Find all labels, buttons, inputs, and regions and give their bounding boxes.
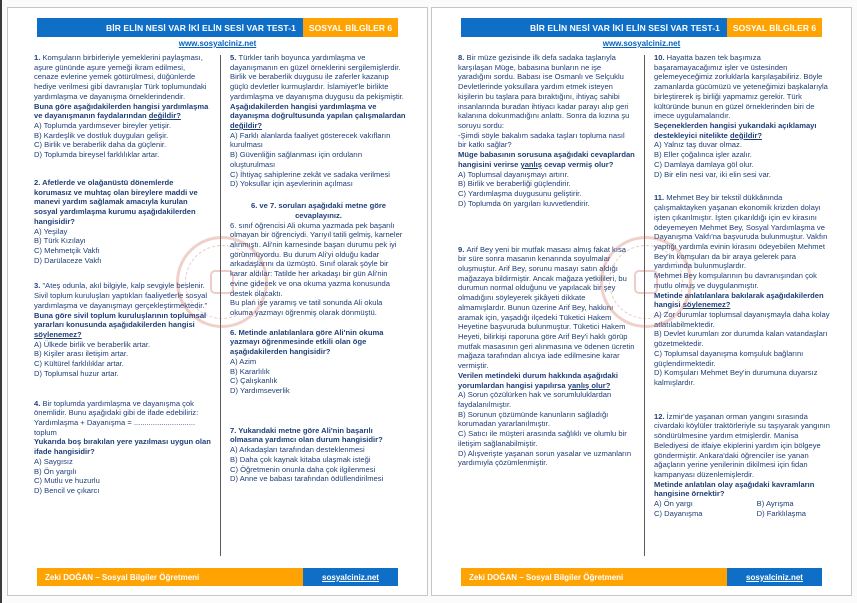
answer-option: D) Toplumsal huzur artar. [34,368,119,378]
footer-website-link[interactable]: sosyalciniz.net [303,568,398,586]
paragraph: 6. sınıf öğrencisi Ali okuma yazmada pek başarılı olmayan bir öğrenciydi. Yarıyıl tatili gelmiş, karneler alınmıştı. Ali'nin karnesinde başarı durumu pek iyi görünmüyordu. Bu durum Ali'yi olduğu kadar arkadaşlarını da üzmüştü. Sınıf olarak şöyle bir karar aldılar: Tatilde her arkadaşı bir gün Ali'nin evine gidecek ve ona okuma yazma konusunda destek olacaktı. [230,220,403,298]
question-8 [458,53,635,209]
test-title: BİR ELİN NESİ VAR İKİ ELİN SESİ VAR TEST-1 [461,18,727,37]
answer-option: B) Sorunun çözümünde kanunların sağladığı korumadan yararlanılmıştır. [458,409,609,429]
answer-option: C) İhtiyaç sahiplerine zekât ve sadaka verilmesi [230,169,390,179]
page-body [8,48,427,568]
paragraph: -Şimdi söyle bakalım sadaka taşları topluma nasıl bir katkı sağlar? [458,130,625,150]
author-label: Zeki DOĞAN – Sosyal Bilgiler Öğretmeni [37,568,303,586]
options-list [654,310,831,388]
question-5 [230,53,407,189]
answer-option: D) Farklılaşma [756,508,807,518]
answer-option: A) Azim [230,356,257,366]
course-badge: SOSYAL BİLGİLER 6 [303,18,398,37]
paragraph: toplum [34,427,57,437]
answer-option: D) Toplumda bireysel farklılıklar artar. [34,150,160,160]
answer-option: A) Zor durumlar toplumsal dayanışmayla daha kolay atlatılabilmektedir. [654,309,830,329]
column-right [230,53,407,564]
page-header [37,18,398,37]
options-list [230,131,407,189]
column-left [458,53,635,564]
paragraph: 7. Yukarıdaki metne göre Ali'nin başarılı olmasına yardımcı olan durum hangisidir? [230,425,383,445]
paragraph: Yukarıda boş bırakılan yere yazılması uygun olan ifade hangisidir? [34,437,211,457]
paragraph: 11. Mehmet Bey bir tekstil dükkânında çalışmaktayken yaşanan ekonomik krizden dolayı işten çıkarılmıştır. İşten çıkarıldığı için ev kirasını ödeyemeyen Mehmet Bey, Sosyal Yardımlaşma ve Dayanışma Vakfı'na başvuruda bulunmuştur. Vakfın yaptığı yardımla evinin kirasını ödeyebilen Mehmet Bey'in komşuları da bir araya gelerek para yardımında bulunmuşlardır. [654,193,828,271]
paragraph: Mehmet Bey komşularının bu davranışından çok mutlu olmuş ve duygulanmıştır. [654,271,817,290]
answer-option: B) Kararlılık [230,366,270,376]
paragraph: Buna göre aşağıdakilerden hangisi yardımlaşma ve dayanışmanın faydalarından değildir? [34,101,209,121]
page-footer [37,568,398,586]
answer-option: B) Güvenliğin sağlanması için orduların oluşturulması [230,150,363,169]
column-divider [644,55,645,556]
answer-option: B) Eller çoğalınca işler azalır. [654,150,752,160]
passage-6-7 [230,201,407,318]
answer-option: A) Sorun çözülürken hak ve sorumluluklardan faydalanılmıştır. [458,390,612,409]
question-7 [230,426,407,484]
answer-option: B) Kardeşlik ve dostluk duyguları gelişir. [34,130,169,140]
paragraph: 9. Arif Bey yeni bir mutfak masası almış fakat kısa bir süre sonra masanın kenarında soyulmalar oluşmuştur. Arif Bey, sorunu masayı satın aldığı mağazaya bildirmiştir. Ancak mağaza yetkilileri, bu durumun normal olduğunu ve yapılacak bir şey olmadığını söyleyerek şikâyeti dikkate almamışlardır. Bunun üzerine Arif Bey, hakkını aramak için, yaşadığı ilçedeki Tüketici Hakem Heyetine başvuruda bulunmuştur. Tüketici Hakem Heyeti, bilirkişi raporuna göre Arif Bey'i haklı görüp mutfak masasının geri alınmasına ve ödenen ücretin mağaza tarafından alıcıya iade edilmesine karar vermiştir. [458,244,635,371]
website-link[interactable]: www.sosyalciniz.net [178,39,257,48]
answer-option: C) Mehmetçik Vakfı [34,245,100,255]
answer-option: C) Yardımlaşma duygusunu geliştirir. [458,189,582,199]
paragraph: Bu plan işe yaramış ve tatil sonunda Ali okula okuma yazmayı öğrenmiş olarak dönmüştü. [230,298,383,317]
website-link[interactable]: www.sosyalciniz.net [602,39,681,48]
author-label: Zeki DOĞAN – Sosyal Bilgiler Öğretmeni [461,568,727,586]
paragraph: Seçeneklerden hangisi yukarıdaki açıklamayı destekleyici nitelikte değildir? [654,121,817,140]
question-10 [654,53,831,179]
answer-option: A) Arkadaşları tarafından desteklenmesi [230,445,365,455]
options-list [34,227,211,266]
answer-option: B) Devlet kurumları zor durumda kalan vatandaşları gözetmektedir. [654,329,828,349]
footer-website-link[interactable]: sosyalciniz.net [727,568,822,586]
answer-option: D) Yoksullar için aşevlerinin açılması [230,179,353,189]
column-divider [220,55,221,556]
answer-option: A) Saygısız [34,456,73,466]
answer-option: A) Toplumsal dayanışmayı artırır. [458,169,569,179]
question-3 [34,281,211,378]
answer-option: D) Darülaceze Vakfı [34,255,102,265]
paragraph: 5. Türkler tarih boyunca yardımlaşma ve dayanışmanın en güzel örneklerini sergilemişlerdir. Birlik ve beraberlik duygusu ile zaferler kazanıp güçlü devletler kurmuşlardır. İslamiyet'le birlikte yardımlaşma ve dayanışma duygusu da pekişmiştir. [230,53,404,101]
answer-option: C) Çalışkanlık [230,376,278,386]
question-12 [654,412,831,519]
paragraph: Metinde anlatılanlara bakılarak aşağıdakilerden hangisi söylenemez? [654,290,824,310]
answer-option: B) Ayrışma [756,499,794,509]
answer-option: D) Yardımseverlik [230,386,290,395]
answer-option: C) Toplumsal dayanışma komşuluk bağlarını güçlendirmektedir. [654,348,804,368]
answer-option: D) Anne ve babası tarafından ödüllendirilmesi [230,474,384,484]
options-list [34,457,211,496]
answer-option: A) Yalnız taş duvar olmaz. [654,140,742,150]
answer-option: C) Birlik ve beraberlik daha da güçlenir. [34,140,167,150]
page-2 [431,7,852,596]
question-4 [34,399,211,496]
page-header [461,18,822,37]
paragraph: Buna göre sivil toplum kuruluşlarının toplumsal yararları konusunda aşağıdakilerden hangisi söylenemez? [34,310,207,339]
answer-option: C) Satıcı ile müşteri arasında sağlıklı ve olumlu bir iletişim sağlanabilmiştir. [458,429,627,448]
paragraph: 6. ve 7. soruları aşağıdaki metne göre cevaplayınız. [250,201,387,220]
answer-option: B) Daha çok kaynak kitaba ulaşmak isteği [230,454,371,464]
question-2 [34,178,211,265]
answer-option: A) Toplumda yardımsever bireyler yetişir. [34,121,172,131]
question-6 [230,328,407,396]
page-footer [461,568,822,586]
answer-option: D) Alışverişte yaşanan sorun yasalar ve uzmanların yardımıyla çözümlenmiştir. [458,448,632,468]
options-list [654,140,831,179]
options-list [458,170,635,209]
paragraph: 6. Metinde anlatılanlara göre Ali'nin okuma yazmayı öğrenmesinde etkili olan öge aşağıdakilerden hangisidir? [230,327,384,357]
answer-option: B) Ön yargılı [34,466,77,476]
paragraph: Yardımlaşma + Dayanışma = ............................. [34,418,196,427]
column-right [654,53,831,564]
options-list [34,340,211,379]
question-11 [654,193,831,387]
column-left [34,53,211,564]
answer-option: B) Kişiler arası iletişim artar. [34,349,129,359]
paragraph: 2. Afetlerde ve olağanüstü dönemlerde korumasız ve muhtaç olan bireylere maddi ve manevi yardım sağlamak amacıyla kurulan sosyal yardımlaşma kurumu aşağıdakilerden hangisidir? [34,177,198,226]
answer-option: A) Yeşilay [34,226,68,236]
answer-option: C) Kültürel farklılıklar artar. [34,359,124,369]
options-list [230,357,407,396]
options-list [458,390,635,468]
answer-option: C) Damlaya damlaya göl olur. [654,159,754,169]
paragraph: 10. Hayatta bazen tek başımıza başaramayacağımız işler ve üstesinden gelemeyeceğimiz zorluklarla karşılaşabiliriz. Böyle zamanlarda gücümüzü ve yeteneğimizi başkalarıyla birleştirerek iş birliği yapmamız gerekir. Türk kültüründe bunun en güzel örneklerinden biri de imece uygulamalarıdır. [654,53,828,121]
answer-option: D) Bir elin nesi var, iki elin sesi var. [654,169,771,179]
answer-option: C) Dayanışma [654,508,703,518]
answer-option: A) Ön yargı [654,499,693,509]
course-badge: SOSYAL BİLGİLER 6 [727,18,822,37]
answer-option: A) Ülkede birlik ve beraberlik artar. [34,339,151,349]
paragraph: 4. Bir toplumda yardımlaşma ve dayanışma çok önemlidir. Bunu aşağıdaki gibi de ifade edebiliriz: [34,398,199,418]
paragraph: 12. İzmir'de yaşanan orman yangını sırasında civardaki köylüler traktörleriyle su taşıyarak yangının söndürülmesine yardım etmişlerdir. Manisa Belediyesi de itfaiye ekiplerini yardım için bölgeye göndermiştir. Ankara'daki öğrenciler ise yanan ağaçların yerine yenilerinin dikilmesi için fidan kampanyası düzenlemişlerdir. [654,411,830,480]
page-1 [7,7,428,596]
answer-option: D) Toplumda ön yargıları kuvvetlendirir. [458,198,590,208]
options-list [654,499,831,518]
question-1 [34,53,211,160]
question-9 [458,245,635,469]
options-list [230,445,407,484]
page-body [432,48,851,568]
paragraph: Metinde anlatılan olay aşağıdaki kavramların hangisine örnektir? [654,479,815,499]
options-list [34,121,211,160]
answer-option: C) Öğretmenin onunla daha çok ilgilenmesi [230,464,376,474]
paragraph: 8. Bir müze gezisinde ilk defa sadaka taşlarıyla karşılaşan Müge, babasına bunların ne işe yaradığını sordu. Babası ise Osmanlı ve Selçuklu Devletlerinde yoksullara yardım etmek isteyen kişilerin bu taşlara para bıraktığını, ihtiyaç sahibi insanlarında buradan ihtiyacı kadar parayı alıp geri kalanına dokunmadığını anlattı. Sonra da kızına şu soruyu sordu: [458,53,630,131]
paragraph: 3. "Ateş odunla, akıl bilgiyle, kalp sevgiyle beslenir. Sivil toplum kuruluşları yaptıkları faaliyetlerle sosyal yardımlaşma ve dayanışmayı gerçekleştirmektedir." [34,281,208,310]
paragraph: Verilen metindeki durum hakkında aşağıdaki yorumlardan hangisi yapılırsa yanlış olur? [458,370,618,390]
answer-option: D) Komşuları Mehmet Bey'in durumuna duyarsız kalmışlardır. [654,368,818,387]
answer-option: C) Mutlu ve huzurlu [34,476,100,486]
paragraph: 1. Komşuların birbirleriyle yemeklerini paylaşması, aşure gününde aşure yemeği ikram edilmesi, cenaze evlerine yemek götürülmesi, düğünlerde hediye verilmesi gibi davranışlar Türk toplumundaki yardımlaşma ve dayanışma örneklerindendir. [34,53,207,101]
paragraph: Aşağıdakilerden hangisi yardımlaşma ve dayanışma doğrultusunda yapılan çalışmalardan değildir? [230,101,406,131]
answer-option: B) Birlik ve beraberliği güçlendirir. [458,179,571,189]
test-title: BİR ELİN NESİ VAR İKİ ELİN SESİ VAR TEST-1 [37,18,303,37]
paragraph: Müge babasının sorusuna aşağıdaki cevaplardan hangisini verirse yanlış cevap vermiş olur? [458,150,635,169]
answer-option: D) Bencil ve çıkarcı [34,486,100,496]
answer-option: B) Türk Kızılayı [34,236,86,246]
answer-option: A) Farklı alanlarda faaliyet gösterecek vakıfların kurulması [230,130,391,150]
